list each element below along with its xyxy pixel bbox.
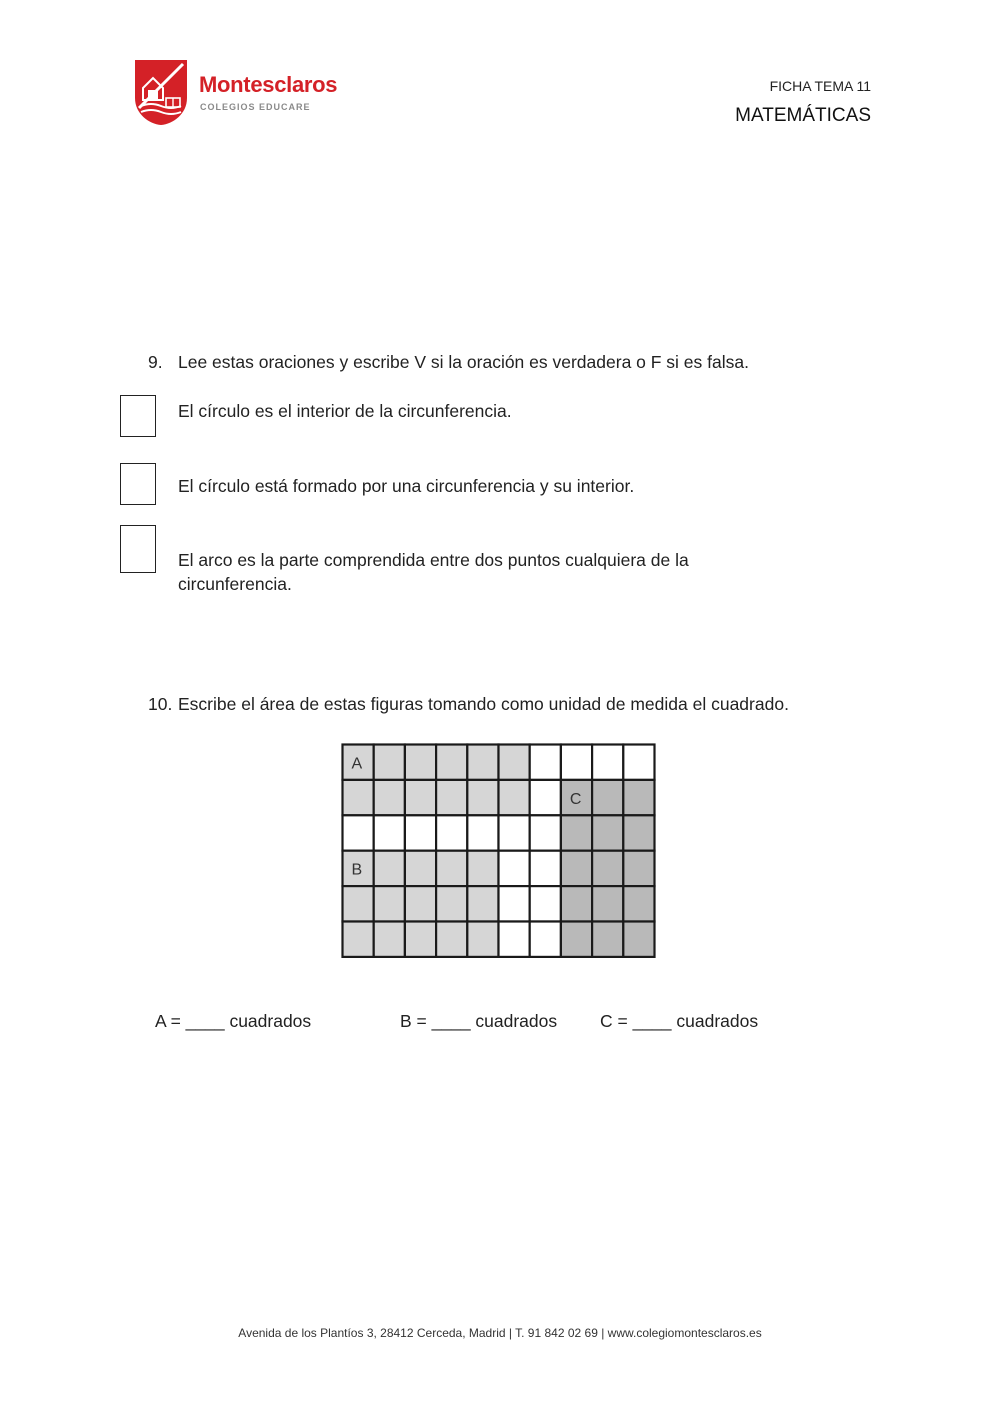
grid-cell-b — [405, 922, 436, 957]
grid-cell-a — [499, 780, 530, 815]
footer-address: Avenida de los Plantíos 3, 28412 Cerceda, Madrid | T. 91 842 02 69 | www.colegiomontesclaros.es — [238, 1326, 762, 1340]
grid-cell-b — [436, 886, 467, 921]
grid-cell-c — [592, 780, 623, 815]
grid-cell-a — [374, 780, 405, 815]
grid-cell-empty — [405, 815, 436, 850]
grid-cell-b — [343, 886, 374, 921]
grid-cell-a — [436, 780, 467, 815]
statement-2: El círculo está formado por una circunferencia y su interior. — [178, 476, 635, 496]
grid-cell-a — [467, 780, 498, 815]
school-logo — [133, 58, 338, 128]
grid-cell-empty — [436, 815, 467, 850]
grid-cell-c — [561, 815, 592, 850]
grid-cell-empty — [499, 886, 530, 921]
grid-cell-a — [374, 745, 405, 780]
grid-cell-c — [623, 815, 654, 850]
grid-cell-a — [499, 745, 530, 780]
answer-b: B = ____ cuadrados — [400, 1011, 558, 1031]
grid-cell-a — [405, 780, 436, 815]
grid-cell-b — [374, 886, 405, 921]
grid-cell-empty — [499, 815, 530, 850]
area-grid-figure — [341, 743, 657, 960]
grid-cell-empty — [623, 745, 654, 780]
statement-1: El círculo es el interior de la circunferencia. — [178, 401, 512, 421]
grid-cell-c — [592, 851, 623, 886]
question-9-prompt — [148, 352, 749, 373]
grid-cell-c — [592, 886, 623, 921]
answer-box-1[interactable] — [120, 395, 156, 437]
grid-cell-c — [592, 922, 623, 957]
grid-cell-empty — [592, 745, 623, 780]
figure-label-b: B — [351, 861, 363, 879]
question-text: Lee estas oraciones y escribe V si la oración es verdadera o F si es falsa. — [178, 352, 749, 372]
question-text: Escribe el área de estas figuras tomando como unidad de medida el cuadrado. — [178, 694, 789, 714]
grid-cell-empty — [530, 922, 561, 957]
figure-label-c: C — [569, 790, 582, 808]
subject-title: MATEMÁTICAS — [735, 105, 871, 126]
grid-cell-c — [623, 851, 654, 886]
question-number: 9. — [148, 352, 163, 372]
grid-cell-c — [561, 922, 592, 957]
brand-subtitle: COLEGIOS EDUCARE — [200, 102, 311, 112]
statement-3: El arco es la parte comprendida entre dos puntos cualquiera de la circunferencia. — [178, 550, 689, 594]
grid-cell-empty — [343, 815, 374, 850]
question-number: 10. — [148, 694, 173, 714]
grid-cell-b — [374, 922, 405, 957]
grid-cell-empty — [467, 815, 498, 850]
brand-name: Montesclaros — [199, 72, 338, 97]
grid-cell-c — [561, 886, 592, 921]
answer-a: A = ____ cuadrados — [155, 1011, 312, 1031]
grid-cell-empty — [499, 851, 530, 886]
grid-cell-c — [592, 815, 623, 850]
answer-box-2[interactable] — [120, 463, 156, 505]
grid-cell-empty — [530, 780, 561, 815]
question-10-prompt — [148, 694, 789, 715]
area-grid — [341, 743, 657, 960]
grid-cell-b — [405, 851, 436, 886]
grid-cell-empty — [530, 745, 561, 780]
grid-cell-a — [405, 745, 436, 780]
grid-cell-empty — [530, 815, 561, 850]
grid-cell-b — [436, 922, 467, 957]
grid-cell-c — [623, 922, 654, 957]
figure-label-a: A — [351, 755, 363, 773]
grid-cell-a — [343, 780, 374, 815]
grid-cell-b — [467, 922, 498, 957]
grid-cell-b — [467, 886, 498, 921]
grid-cell-a — [467, 745, 498, 780]
grid-cell-empty — [561, 745, 592, 780]
grid-cell-b — [374, 851, 405, 886]
grid-cell-empty — [374, 815, 405, 850]
grid-cell-c — [623, 780, 654, 815]
grid-cell-b — [343, 922, 374, 957]
grid-cell-empty — [499, 922, 530, 957]
grid-cell-empty — [530, 886, 561, 921]
grid-cell-a — [436, 745, 467, 780]
answer-c: C = ____ cuadrados — [600, 1011, 759, 1031]
grid-cell-empty — [530, 851, 561, 886]
grid-cell-c — [623, 886, 654, 921]
worksheet-label: FICHA TEMA 11 — [769, 78, 871, 94]
grid-cell-b — [436, 851, 467, 886]
grid-cell-b — [405, 886, 436, 921]
grid-cell-c — [561, 851, 592, 886]
answer-box-3[interactable] — [120, 525, 156, 573]
grid-cell-b — [467, 851, 498, 886]
shield-logo-icon — [133, 58, 189, 126]
